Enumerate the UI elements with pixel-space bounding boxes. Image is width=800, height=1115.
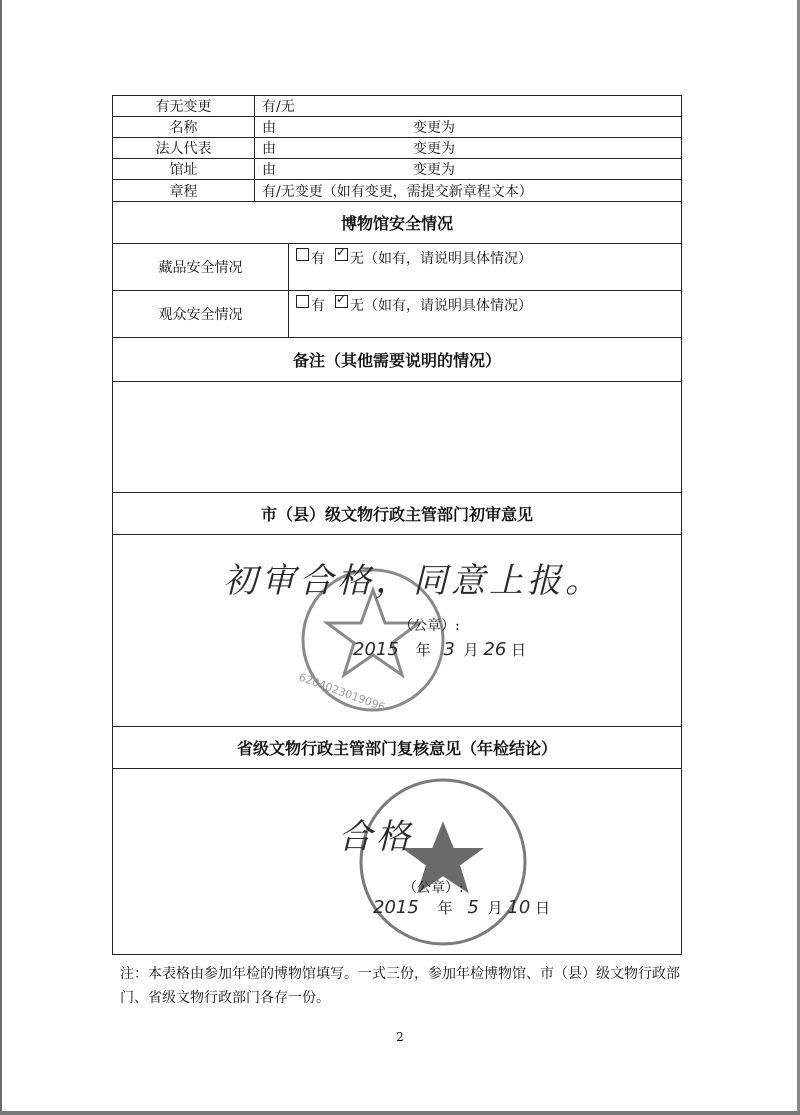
change-row-has-change <box>113 96 681 117</box>
page-bottom-border <box>0 1111 800 1115</box>
row-label: 章程 <box>169 183 198 200</box>
annual-inspection-form <box>112 95 682 955</box>
row-label: 藏品安全情况 <box>158 260 243 276</box>
checkbox-no[interactable] <box>335 248 348 261</box>
change-row-address <box>113 159 681 180</box>
section-title: 省级文物行政主管部门复核意见（年检结论） <box>236 739 557 758</box>
province-seal <box>113 769 681 955</box>
option-yes-label: 有 <box>311 298 325 314</box>
date-day: 26 <box>483 639 507 660</box>
city-review-header <box>113 493 681 535</box>
date-month: 5 <box>467 897 479 918</box>
page-number: 2 <box>396 1030 404 1044</box>
safety-row-collection <box>113 244 681 291</box>
remarks-body <box>113 382 681 493</box>
option-no-label: 无（如有，请说明具体情况） <box>350 251 532 267</box>
handwritten-opinion: 合格 <box>338 817 414 857</box>
change-row-legal-rep <box>113 138 681 159</box>
checkbox-yes[interactable] <box>296 248 309 261</box>
option-yes-label: 有 <box>311 251 325 267</box>
row-value-from: 由 <box>262 162 276 178</box>
row-value: 有/无 <box>262 99 295 115</box>
safety-options <box>288 244 681 290</box>
row-label: 有无变更 <box>155 99 212 115</box>
checkbox-no[interactable] <box>335 295 348 308</box>
safety-header <box>113 202 681 244</box>
date-year-unit: 年 <box>437 899 453 917</box>
date-month-unit: 月 <box>487 899 503 917</box>
city-review-body <box>113 535 681 727</box>
section-title: 博物馆安全情况 <box>340 214 453 233</box>
section-title: 市（县）级文物行政主管部门初审意见 <box>260 505 533 524</box>
review-date <box>373 897 550 918</box>
footnote: 注：本表格由参加年检的博物馆填写。一式三份，参加年检博物馆、市（县）级文物行政部门、省级文物行政部门各存一份。 <box>120 966 680 1006</box>
seal-number: 6204023019096 <box>296 670 387 714</box>
seal-label: （公章）: <box>403 880 464 896</box>
row-value-to: 变更为 <box>413 162 455 178</box>
row-value-from: 由 <box>262 141 276 157</box>
date-day: 10 <box>507 897 531 918</box>
change-row-charter <box>113 180 681 202</box>
checkbox-yes[interactable] <box>296 295 309 308</box>
safety-row-visitors <box>113 291 681 338</box>
row-label: 名称 <box>169 120 198 136</box>
date-day-unit: 日 <box>511 641 527 659</box>
date-month-unit: 月 <box>463 641 479 659</box>
date-month: 3 <box>443 639 455 660</box>
seal-label: （公章）: <box>399 618 460 634</box>
province-review-body <box>113 769 681 956</box>
date-year-unit: 年 <box>415 641 431 659</box>
remarks-header <box>113 338 681 382</box>
row-value-to: 变更为 <box>413 141 455 157</box>
review-date <box>353 639 526 660</box>
row-label: 观众安全情况 <box>158 307 243 323</box>
date-day-unit: 日 <box>535 899 551 917</box>
date-year: 2015 <box>373 897 419 918</box>
page-left-border <box>0 0 2 1115</box>
row-label: 法人代表 <box>155 141 212 157</box>
safety-options <box>288 291 681 337</box>
row-label: 馆址 <box>169 162 198 178</box>
change-row-name <box>113 117 681 138</box>
row-value-from: 由 <box>262 120 276 136</box>
handwritten-opinion: 初审合格，同意上报。 <box>223 561 603 601</box>
province-review-header <box>113 727 681 769</box>
date-year: 2015 <box>353 639 399 660</box>
row-value-to: 变更为 <box>413 120 455 136</box>
section-title: 备注（其他需要说明的情况） <box>292 351 501 370</box>
option-no-label: 无（如有，请说明具体情况） <box>350 298 532 314</box>
row-value: 有/无变更（如有变更，需提交新章程文本） <box>262 183 533 200</box>
